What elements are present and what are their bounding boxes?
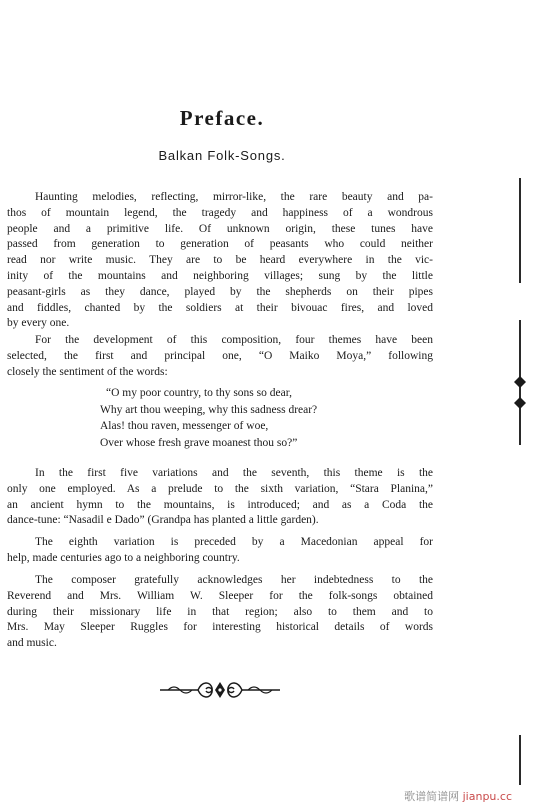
text-line: help, made centuries ago to a neighboring country.: [7, 551, 240, 564]
preface-paragraph-4: [7, 535, 433, 567]
text-line: The eighth variation is preceded by a Macedonian appeal for: [35, 536, 433, 548]
text-line: passed from generation to generation of peasants who could neither: [7, 238, 433, 251]
text-line: closely the sentiment of the words:: [7, 365, 168, 378]
site-watermark: [404, 788, 512, 804]
text-line: an ancient hymn to the mountains, is introduced; and as a Coda the: [7, 498, 433, 511]
ornament-flourish-icon: [158, 679, 282, 701]
text-line: inity of the mountains and neighboring villages; sung by the little: [7, 269, 433, 282]
diamond-mark-icon: [514, 397, 526, 409]
text-line: The composer gratefully acknowledges her indebtedness to the: [35, 574, 433, 586]
poem-quote: [100, 385, 400, 451]
text-line: thos of mountain legend, the tragedy and happiness of a wondrous: [7, 206, 433, 219]
margin-rule: [519, 735, 521, 785]
text-line: For the development of this composition, four themes have been: [35, 334, 433, 346]
text-line: during their missionary life in that region; also to them and to: [7, 605, 433, 618]
text-line: In the first five variations and the seventh, this theme is the: [35, 467, 433, 479]
poem-line: “O my poor country, to thy sons so dear,: [106, 387, 292, 399]
poem-line: Alas! thou raven, messenger of woe,: [100, 420, 269, 432]
preface-paragraph-1: [7, 190, 433, 332]
text-line: by every one.: [7, 317, 70, 330]
preface-paragraph-5: [7, 573, 433, 652]
text-line: peasant-girls as they dance, played by the shepherds on their pipes: [7, 285, 433, 298]
poem-line: Over whose fresh grave moanest thou so?”: [100, 436, 298, 449]
text-line: people and a primitive life. Of unknown origin, these tunes have: [7, 222, 433, 235]
text-line: Haunting melodies, reflecting, mirror-like, the rare beauty and pa-: [35, 191, 433, 203]
text-line: read nor write music. They are to be heard everywhere in the vic-: [7, 254, 433, 267]
page-title: Preface.: [179, 106, 265, 131]
margin-rule: [519, 178, 521, 283]
preface-paragraph-2: [7, 333, 433, 380]
text-line: only one employed. As a prelude to the sixth variation, “Stara Planina,”: [7, 482, 433, 495]
text-line: Mrs. May Sleeper Ruggles for interesting historical details of words: [7, 621, 433, 634]
diamond-mark-icon: [514, 376, 526, 388]
text-line: and fiddles, chanted by the soldiers at their bivouac fires, and loved: [7, 301, 433, 314]
watermark-text: 歌谱简谱网: [404, 790, 460, 803]
text-line: Reverend and Mrs. William W. Sleeper for the folk-songs obtained: [7, 589, 433, 602]
text-line: selected, the first and principal one, “O Maiko Moya,” following: [7, 349, 433, 362]
poem-line: Why art thou weeping, why this sadness drear?: [100, 403, 318, 416]
preface-paragraph-3: [7, 466, 433, 529]
text-line: dance-tune: “Nasadil e Dado” (Grandpa has planted a little garden).: [7, 514, 319, 527]
text-line: and music.: [7, 637, 57, 650]
page-subtitle: Balkan Folk-Songs.: [158, 148, 286, 163]
watermark-site: jianpu.cc: [462, 790, 512, 803]
